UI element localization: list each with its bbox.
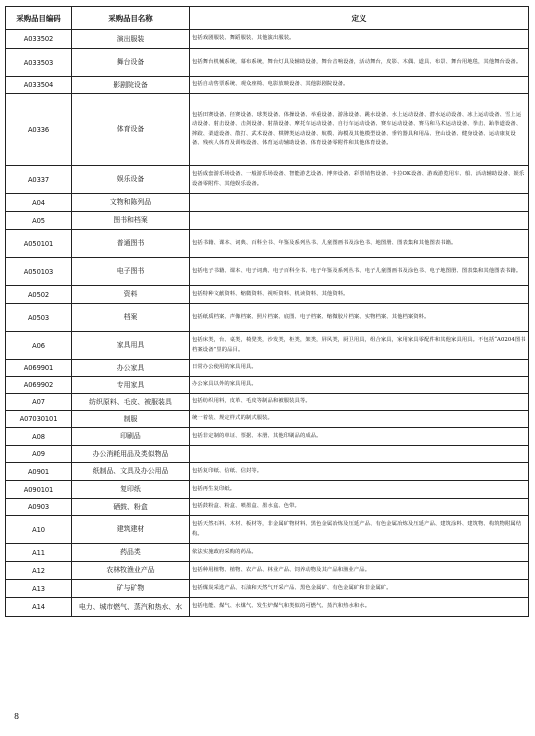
table-row (6, 230, 529, 258)
name-cell: 娱乐设备 (72, 166, 190, 194)
table-row (6, 580, 529, 598)
table-row (6, 598, 529, 617)
definition-cell: 包括种用植物、植物、农产品、林业产品、饲养动物及其产品和渔业产品。 (190, 562, 529, 580)
code-cell: A050101 (6, 230, 72, 258)
name-cell: 办公家具 (72, 360, 190, 377)
table-row (6, 360, 529, 377)
name-cell: 办公消耗用品及类似物品 (72, 446, 190, 463)
definition-cell: 包括田赛设备、径赛设备、球类设备、体操设备、举重设备、游泳设备、跳水设备、水上运动设备、潜水运动设备、冰上运动设备、雪上运动设备、射击设备、击剑设备、射箭设备、摩托车运动设备、自行车运动设备、赛车运动设备、赛马和马术运动设备、拳击、跆拳道设备、摔跤、柔道设备、散打、武术设备、棋牌类运动设备、航模、海模及其他模型设备、垂钓器具和用品、登山设备、健身设备、运动康复设备、残疾人体育及训练设备、体育运动辅助设备、体育设备零附件和其他体育设备。 (190, 94, 529, 166)
name-cell: 纸制品、文具及办公用品 (72, 463, 190, 481)
name-cell: 矿与矿物 (72, 580, 190, 598)
table-row (6, 463, 529, 481)
name-cell: 资料 (72, 286, 190, 304)
code-cell: A0503 (6, 304, 72, 332)
code-cell: A069901 (6, 360, 72, 377)
definition-cell: 包括床类，台、桌类，椅凳类，沙发类，柜类，架类，屏风类，厨卫用具，组合家具，家用家具零配件和其他家具用具。不包括“A0204图书档案设备”里的品目。 (190, 332, 529, 360)
name-cell: 建筑建材 (72, 516, 190, 544)
definition-cell: 包括自动售票系统、观众座椅、电影放映设备、其他影剧院设备。 (190, 77, 529, 94)
table-row (6, 258, 529, 286)
code-cell: A033502 (6, 30, 72, 49)
definition-cell: 日常办公使用的家具用具。 (190, 360, 529, 377)
table-row (6, 212, 529, 230)
table-row (6, 394, 529, 411)
definition-cell (190, 194, 529, 212)
definition-cell: 包括再生复印纸。 (190, 481, 529, 499)
code-cell: A09 (6, 446, 72, 463)
table-row (6, 194, 529, 212)
header-definition: 定义 (190, 7, 529, 30)
code-cell: A06 (6, 332, 72, 360)
definition-cell: 包括成套游乐场设备、一般游乐场设备、智能游艺设备、博弈设备、彩票销售设备、卡拉OK设备、游戏游览用车、船、活动辅助设备、娱乐设备零附件、其他娱乐设备。 (190, 166, 529, 194)
name-cell: 普通图书 (72, 230, 190, 258)
definition-cell: 包括纺织用料，皮革、毛皮等制品和被服装具等。 (190, 394, 529, 411)
name-cell: 药品类 (72, 544, 190, 562)
table-row (6, 49, 529, 77)
table-header-row (6, 7, 529, 30)
code-cell: A090101 (6, 481, 72, 499)
name-cell: 图书和档案 (72, 212, 190, 230)
table-row (6, 77, 529, 94)
table-row (6, 516, 529, 544)
name-cell: 家具用具 (72, 332, 190, 360)
code-cell: A08 (6, 428, 72, 446)
name-cell: 制服 (72, 411, 190, 428)
definition-cell: 包括非定制的单证、票据、本册、其他印刷品的成品。 (190, 428, 529, 446)
table-row (6, 446, 529, 463)
code-cell: A07 (6, 394, 72, 411)
code-cell: A04 (6, 194, 72, 212)
definition-cell: 包括天然石料、木材、板材等，非金属矿物材料、黑色金属冶炼及压延产品、有色金属冶炼及压延产品、建筑涂料、建筑物、构筑物附属结构。 (190, 516, 529, 544)
name-cell: 电力、城市燃气、蒸汽和热水、水 (72, 598, 190, 617)
name-cell: 电子图书 (72, 258, 190, 286)
code-cell: A033503 (6, 49, 72, 77)
definition-cell (190, 446, 529, 463)
code-cell: A0901 (6, 463, 72, 481)
table-row (6, 332, 529, 360)
name-cell: 硒鼓、粉盒 (72, 499, 190, 516)
table-row (6, 411, 529, 428)
table-row (6, 544, 529, 562)
code-cell: A14 (6, 598, 72, 617)
definition-cell (190, 212, 529, 230)
code-cell: A0337 (6, 166, 72, 194)
definition-cell: 包括复印纸、信纸、信封等。 (190, 463, 529, 481)
code-cell: A0903 (6, 499, 72, 516)
name-cell: 档案 (72, 304, 190, 332)
table-row (6, 166, 529, 194)
code-cell: A05 (6, 212, 72, 230)
definition-cell: 包括戏剧服装、舞蹈服装、其他演出服装。 (190, 30, 529, 49)
definition-cell: 包括舞台机械系统，幕布系统，舞台灯具及辅助设备，舞台音响设备，活动舞台，皮影、木偶、道具、布景、舞台用地毯，其他舞台设备。 (190, 49, 529, 77)
name-cell: 纺织原料、毛皮、被服装具 (72, 394, 190, 411)
name-cell: 专用家具 (72, 377, 190, 394)
procurement-catalog-table (5, 6, 529, 617)
table-row (6, 377, 529, 394)
definition-cell: 依法实施政府采购的药品。 (190, 544, 529, 562)
definition-cell: 包括鼓粉盒、粉盒、喷墨盒、墨水盒、色带。 (190, 499, 529, 516)
name-cell: 演出服装 (72, 30, 190, 49)
name-cell: 农林牧渔业产品 (72, 562, 190, 580)
definition-cell: 包括电能、煤气、水煤气、发生炉煤气和类似的可燃气、蒸汽和热水和水。 (190, 598, 529, 617)
table-row (6, 428, 529, 446)
definition-cell: 包括纸质档案、声像档案、照片档案、底图、电子档案、缩微胶片档案、实物档案、其他档案资料。 (190, 304, 529, 332)
definition-cell: 办公家具以外的家具用具。 (190, 377, 529, 394)
table-row (6, 30, 529, 49)
definition-cell: 统一着装、规定样式的制式服装。 (190, 411, 529, 428)
definition-cell: 包括电子书籍、课本、电子词典、电子百科全书、电子年鉴及系列丛书、电子儿童图画书及涂色书、电子地图册、图表集和其他图表书籍。 (190, 258, 529, 286)
name-cell: 印刷品 (72, 428, 190, 446)
code-cell: A07030101 (6, 411, 72, 428)
definition-cell: 包括书籍、课本、词典、百科全书、年鉴及系列丛书、儿童图画书及涂色书、地图册、图表集和其他图表书籍。 (190, 230, 529, 258)
name-cell: 体育设备 (72, 94, 190, 166)
code-cell: A069902 (6, 377, 72, 394)
name-cell: 文物和陈列品 (72, 194, 190, 212)
header-name: 采购品目名称 (72, 7, 190, 30)
code-cell: A12 (6, 562, 72, 580)
code-cell: A033504 (6, 77, 72, 94)
table-row (6, 286, 529, 304)
table-body (6, 30, 529, 617)
definition-cell: 包括煤炭采选产品、石油和天然气开采产品、黑色金属矿、有色金属矿和非金属矿。 (190, 580, 529, 598)
code-cell: A10 (6, 516, 72, 544)
code-cell: A0336 (6, 94, 72, 166)
table-row (6, 481, 529, 499)
table-row (6, 304, 529, 332)
definition-cell: 包括特种文献资料、缩微资料、视听资料、机读资料、其他资料。 (190, 286, 529, 304)
name-cell: 复印纸 (72, 481, 190, 499)
code-cell: A050103 (6, 258, 72, 286)
name-cell: 舞台设备 (72, 49, 190, 77)
name-cell: 影剧院设备 (72, 77, 190, 94)
code-cell: A13 (6, 580, 72, 598)
page-number: 8 (14, 712, 20, 721)
table-row (6, 94, 529, 166)
table-row (6, 499, 529, 516)
table-row (6, 562, 529, 580)
code-cell: A11 (6, 544, 72, 562)
code-cell: A0502 (6, 286, 72, 304)
header-code: 采购品目编码 (6, 7, 72, 30)
